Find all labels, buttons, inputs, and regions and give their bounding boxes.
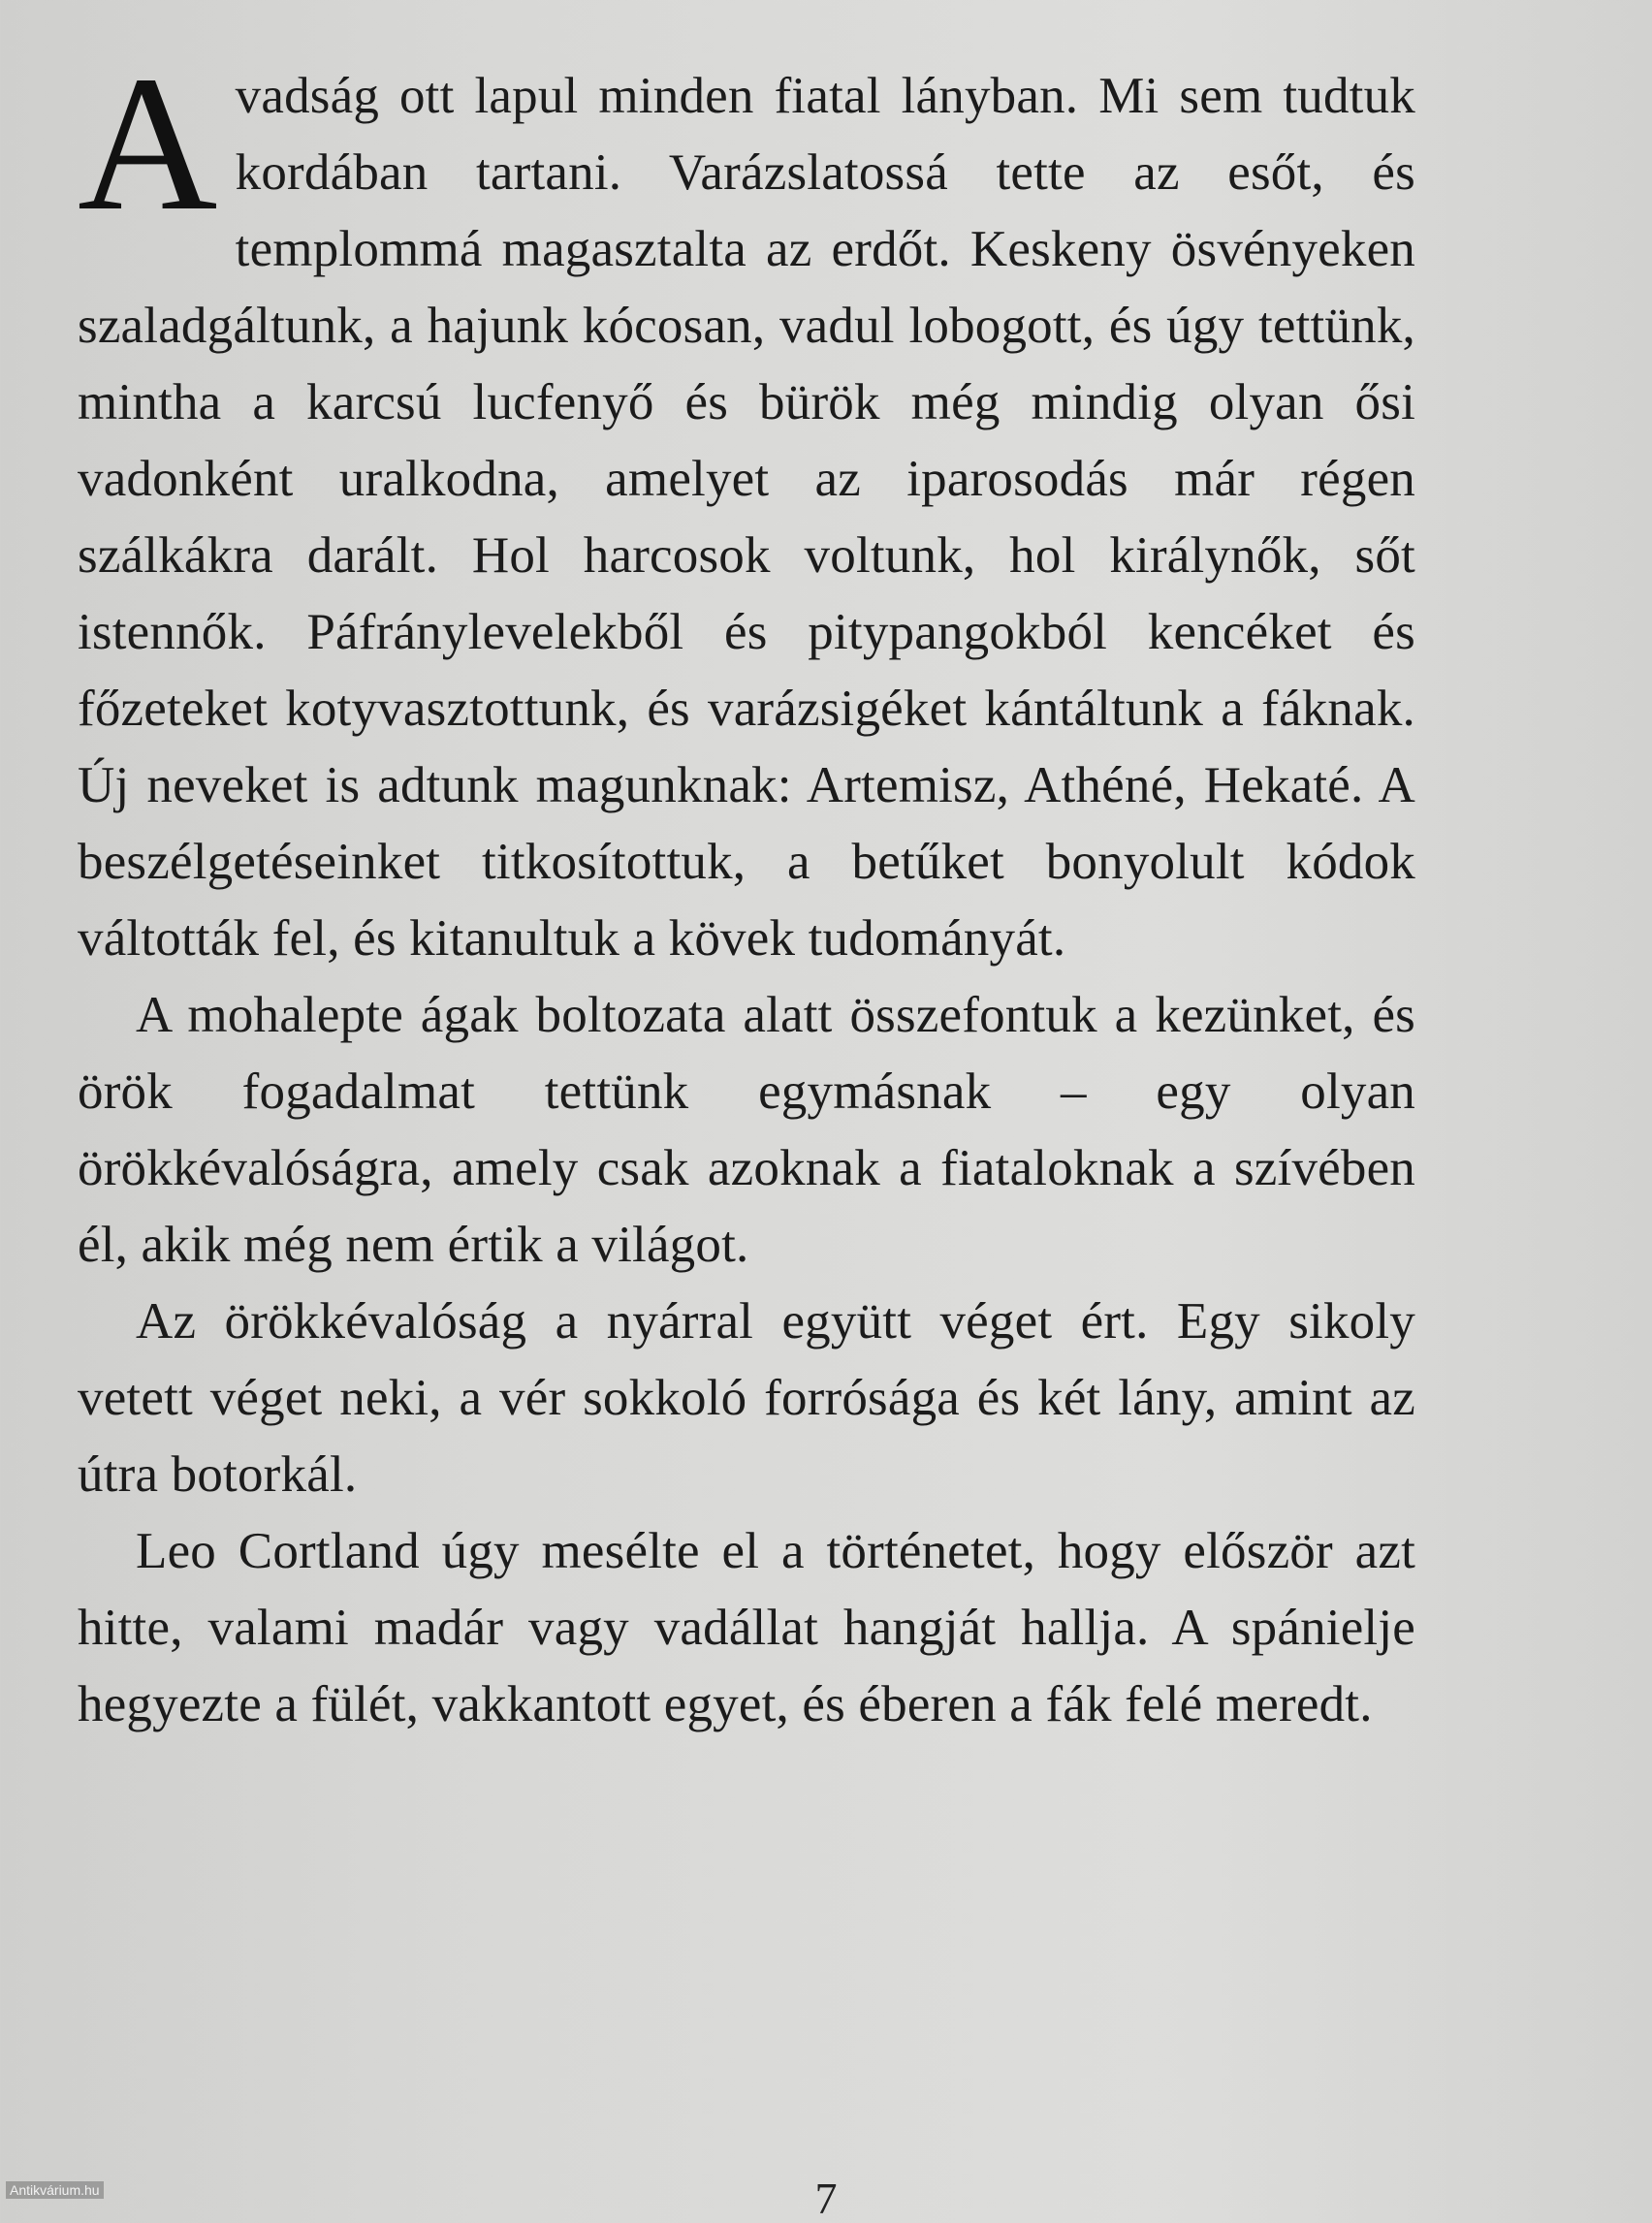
drop-cap: A bbox=[78, 37, 218, 251]
paragraph-3: Az örökkévalóság a nyárral együtt véget ért. Egy sikoly vetett véget neki, a vér sokkoló forrósága és két lány, amint az útra botorkál. bbox=[78, 1293, 1415, 1503]
paragraph-4: Leo Cortland úgy mesélte el a történetet, hogy először azt hitte, valami madár vagy vadállat hangját hallja. A spánielje hegyezte a fülét, vakkantott egyet, és éberen a fák felé meredt. bbox=[78, 1523, 1415, 1732]
paragraph-2: A mohalepte ágak boltozata alatt összefontuk a kezünket, és örök fogadalmat tettünk egymásnak – egy olyan örökkévalóságra, amely csak azoknak a fiataloknak a szívében él, akik még nem értik a világot. bbox=[78, 987, 1415, 1273]
watermark: Antikvárium.hu bbox=[6, 2181, 104, 2199]
paragraph-1-text: vadság ott lapul minden fiatal lányban. Mi sem tudtuk kordában tartani. Varázslatossá tette az esőt, és templommá magasztalta az erdőt. Keskeny ösvényeken szaladgáltunk, a hajunk kócosan, vadul lobogott, és úgy tettünk, mintha a karcsú lucfenyő és bürök még mindig olyan ősi vadonként uralkodna, amelyet az iparosodás már régen szálkákra darált. Hol harcosok voltunk, hol királynők, sőt istennők. Páfránylevelekből és pitypangokból kencéket és főzeteket kotyvasztottunk, és varázsigéket kántáltunk a fáknak. Új neveket is adtunk magunknak: Artemisz, Athéné, Hekaté. A beszélgetéseinket titkosítottuk, a betűket bonyolult kódok váltották fel, és kitanultuk a kövek tudományát. bbox=[78, 68, 1415, 967]
paragraph-1 bbox=[78, 37, 1415, 977]
page-number: 7 bbox=[814, 2174, 838, 2223]
body-text bbox=[78, 37, 1415, 1743]
